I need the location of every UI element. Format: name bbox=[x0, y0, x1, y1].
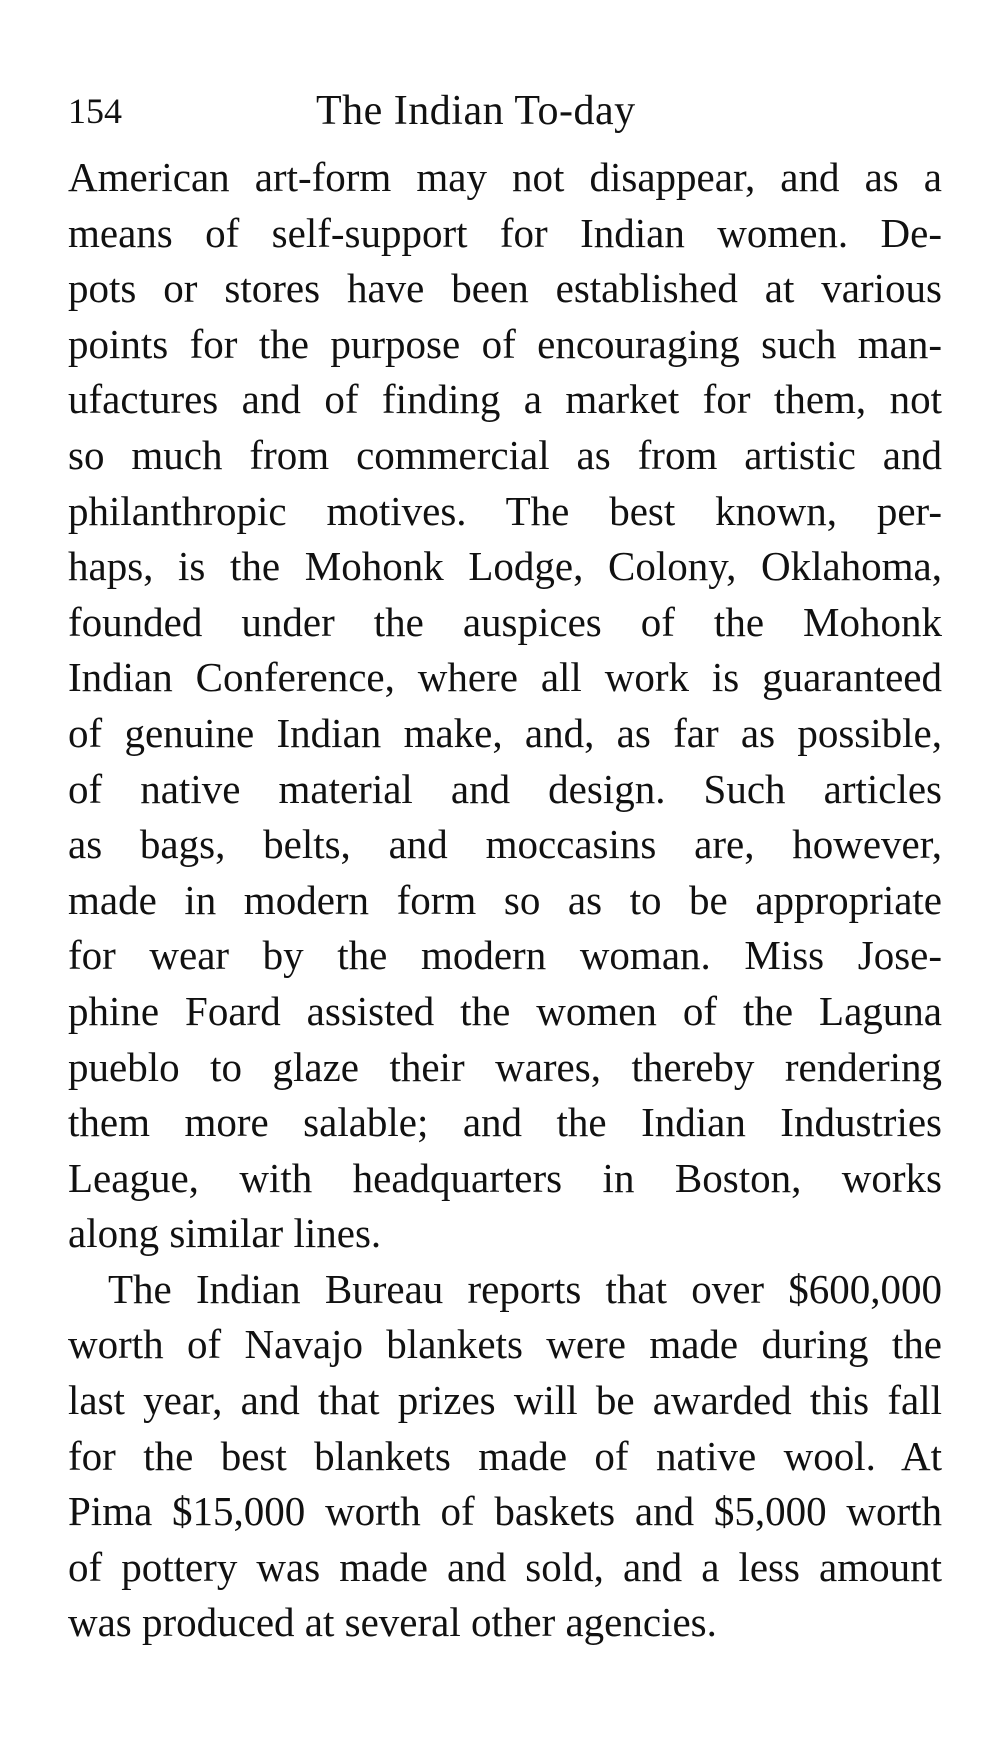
text-line: for wear by the modern woman. Miss Jose- bbox=[68, 932, 942, 979]
text-line: worth of Navajo blankets were made during the bbox=[68, 1321, 942, 1368]
body-text bbox=[68, 150, 942, 1651]
text-line: Indian Conference, where all work is guaranteed bbox=[68, 654, 942, 701]
text-line: phine Foard assisted the women of the Laguna bbox=[68, 987, 942, 1034]
text-line: for the best blankets made of native wool. At bbox=[68, 1432, 942, 1479]
text-line: of genuine Indian make, and, as far as possible, bbox=[68, 709, 942, 756]
text-line: points for the purpose of encouraging such man- bbox=[68, 320, 942, 367]
text-line: was produced at several other agencies. bbox=[68, 1599, 717, 1646]
running-head bbox=[68, 80, 942, 142]
text-line: of pottery was made and sold, and a less amount bbox=[68, 1543, 942, 1590]
book-page bbox=[68, 80, 942, 1651]
text-line: The Indian Bureau reports that over $600,000 bbox=[108, 1265, 942, 1312]
text-line: means of self-support for Indian women. De- bbox=[68, 209, 942, 256]
text-line: League, with headquarters in Boston, works bbox=[68, 1154, 942, 1201]
text-line: as bags, belts, and moccasins are, however, bbox=[68, 821, 942, 868]
text-line: last year, and that prizes will be awarded this fall bbox=[68, 1377, 942, 1424]
text-line: philanthropic motives. The best known, per- bbox=[68, 487, 942, 534]
text-line: made in modern form so as to be appropriate bbox=[68, 876, 942, 923]
text-line: along similar lines. bbox=[68, 1210, 382, 1257]
text-line: of native material and design. Such articles bbox=[68, 765, 942, 812]
paragraph-2 bbox=[68, 1262, 942, 1651]
running-title: The Indian To-day bbox=[316, 88, 636, 134]
text-line: Pima $15,000 worth of baskets and $5,000 worth bbox=[68, 1488, 942, 1535]
text-line: pueblo to glaze their wares, thereby rendering bbox=[68, 1043, 942, 1090]
text-line: pots or stores have been established at various bbox=[68, 265, 942, 312]
page-number: 154 bbox=[68, 91, 122, 131]
text-line: haps, is the Mohonk Lodge, Colony, Oklahoma, bbox=[68, 543, 942, 590]
text-line: so much from commercial as from artistic and bbox=[68, 431, 942, 478]
paragraph-1 bbox=[68, 150, 942, 1262]
text-line: founded under the auspices of the Mohonk bbox=[68, 598, 942, 645]
text-line: them more salable; and the Indian Industries bbox=[68, 1099, 942, 1146]
text-line: ufactures and of finding a market for them, not bbox=[68, 376, 942, 423]
text-line: American art-form may not disappear, and as a bbox=[68, 154, 942, 200]
